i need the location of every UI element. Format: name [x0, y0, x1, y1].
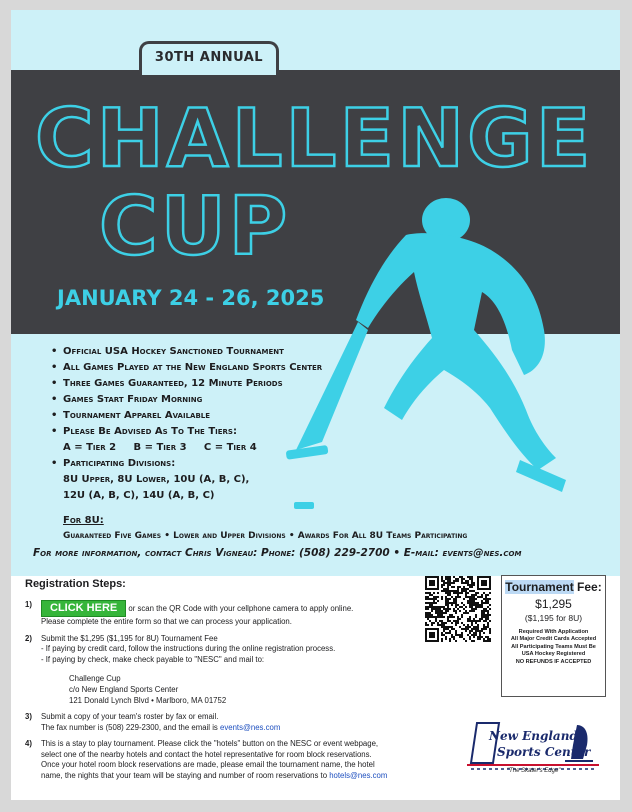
- title-cup: CUP: [99, 180, 291, 273]
- for-8u-label: For 8U:: [63, 515, 104, 526]
- list-item: • Please Be Advised As To The Tiers:: [51, 424, 411, 440]
- fee-note: Required With Application: [518, 629, 589, 635]
- fee-title-rest: Fee:: [573, 580, 602, 594]
- step-4-line4: name, the nights that your team will be staying and number of room reservations to: [41, 770, 330, 780]
- contact-line: For more information, contact Chris Vigneau: Phone: (508) 229-2700 • E-mail: events@nes.com: [33, 547, 522, 559]
- step-number: 4): [25, 739, 32, 748]
- title-challenge: CHALLENGE: [35, 92, 594, 185]
- fee-note: All Participating Teams Must Be: [511, 643, 596, 650]
- events-email-link[interactable]: events@nes.com: [220, 722, 281, 732]
- step-2-line3: - If paying by check, make check payable to "NESC" and mail to:: [41, 654, 265, 664]
- step-4-line1: This is a stay to play tournament. Please click the "hotels" button on the NESC or event webpage,: [41, 739, 379, 748]
- step-4-line3: Once your hotel room block reservations are made, please email the tournament name, the hotel: [41, 760, 375, 769]
- annual-label: 30TH ANNUAL: [154, 50, 264, 65]
- step-3-line2: The fax number is (508) 229-2300, and the email is: [41, 722, 220, 732]
- mailing-address: [41, 673, 445, 706]
- divisions-line: 12U (A, B, C), 14U (A, B, C): [63, 490, 215, 501]
- step-number: 2): [25, 633, 32, 643]
- step-number: 1): [25, 600, 32, 609]
- divisions-line: 8U Upper, 8U Lower, 10U (A, B, C),: [63, 474, 250, 485]
- list-item: • All Games Played at the New England Sports Center: [51, 360, 411, 376]
- step-3-line1: Submit a copy of your team's roster by fax or email.: [41, 712, 219, 721]
- qr-code-icon[interactable]: [425, 576, 491, 642]
- annual-tab: [139, 41, 279, 75]
- fee-title-highlight: Tournament: [505, 580, 574, 594]
- fee-amount: $1,295: [535, 597, 572, 611]
- registration-title: Registration Steps:: [25, 578, 126, 590]
- step-2-line2: - If paying by credit card, follow the instructions during the online registration process.: [41, 644, 336, 653]
- step-2-line1: Submit the $1,295 ($1,195 for 8U) Tournament Fee: [41, 633, 218, 643]
- fee-title: [502, 580, 605, 594]
- flyer: [11, 10, 620, 800]
- feature-list: [51, 344, 411, 504]
- tiers-line: A = Tier 2 B = Tier 3 C = Tier 4: [63, 442, 257, 453]
- step-1-text: or scan the QR Code with your cellphone camera to apply online.: [126, 604, 354, 613]
- event-dates: JANUARY 24 - 26, 2025: [57, 286, 325, 310]
- step-1: [25, 600, 445, 628]
- nesc-logo: [459, 715, 604, 785]
- registration-steps: [25, 600, 445, 787]
- step-4-line2: select one of the nearby hotels and contact the hotel representative for room block reservations.: [41, 749, 372, 759]
- click-here-button[interactable]: CLICK HERE: [41, 600, 126, 617]
- fee-notes: [502, 629, 605, 666]
- logo-line1: New England: [489, 729, 578, 743]
- logo-tagline: "The Skater's Edge": [507, 768, 561, 774]
- address-line: c/o New England Sports Center: [69, 685, 179, 694]
- list-item: • Participating Divisions:: [51, 456, 411, 472]
- hotels-email-link[interactable]: hotels@nes.com: [329, 770, 388, 780]
- list-item: • Three Games Guaranteed, 12 Minute Periods: [51, 376, 411, 392]
- step-4: [25, 739, 445, 781]
- list-item: • Tournament Apparel Available: [51, 408, 411, 424]
- list-item: • Official USA Hockey Sanctioned Tournament: [51, 344, 411, 360]
- address-line: Challenge Cup: [69, 674, 121, 683]
- step-number: 3): [25, 712, 32, 721]
- fee-note: USA Hockey Registered: [521, 651, 586, 658]
- step-1-line2: Please complete the entire form so that we can process your application.: [41, 617, 292, 626]
- fee-box: [501, 575, 606, 697]
- logo-line2: Sports Center: [497, 745, 591, 759]
- fee-note: NO REFUNDS IF ACCEPTED: [515, 658, 592, 665]
- fee-amount-8u: ($1,195 for 8U): [524, 613, 583, 623]
- for-8u-text: Guaranteed Five Games • Lower and Upper Divisions • Awards For All 8U Teams Participating: [63, 531, 468, 541]
- address-line: 121 Donald Lynch Blvd • Marlboro, MA 01752: [69, 696, 227, 705]
- for-8u-section: [63, 514, 620, 544]
- step-2: [25, 634, 445, 707]
- fee-note: All Major Credit Cards Accepted: [510, 636, 597, 643]
- step-3: [25, 712, 445, 733]
- list-item: • Games Start Friday Morning: [51, 392, 411, 408]
